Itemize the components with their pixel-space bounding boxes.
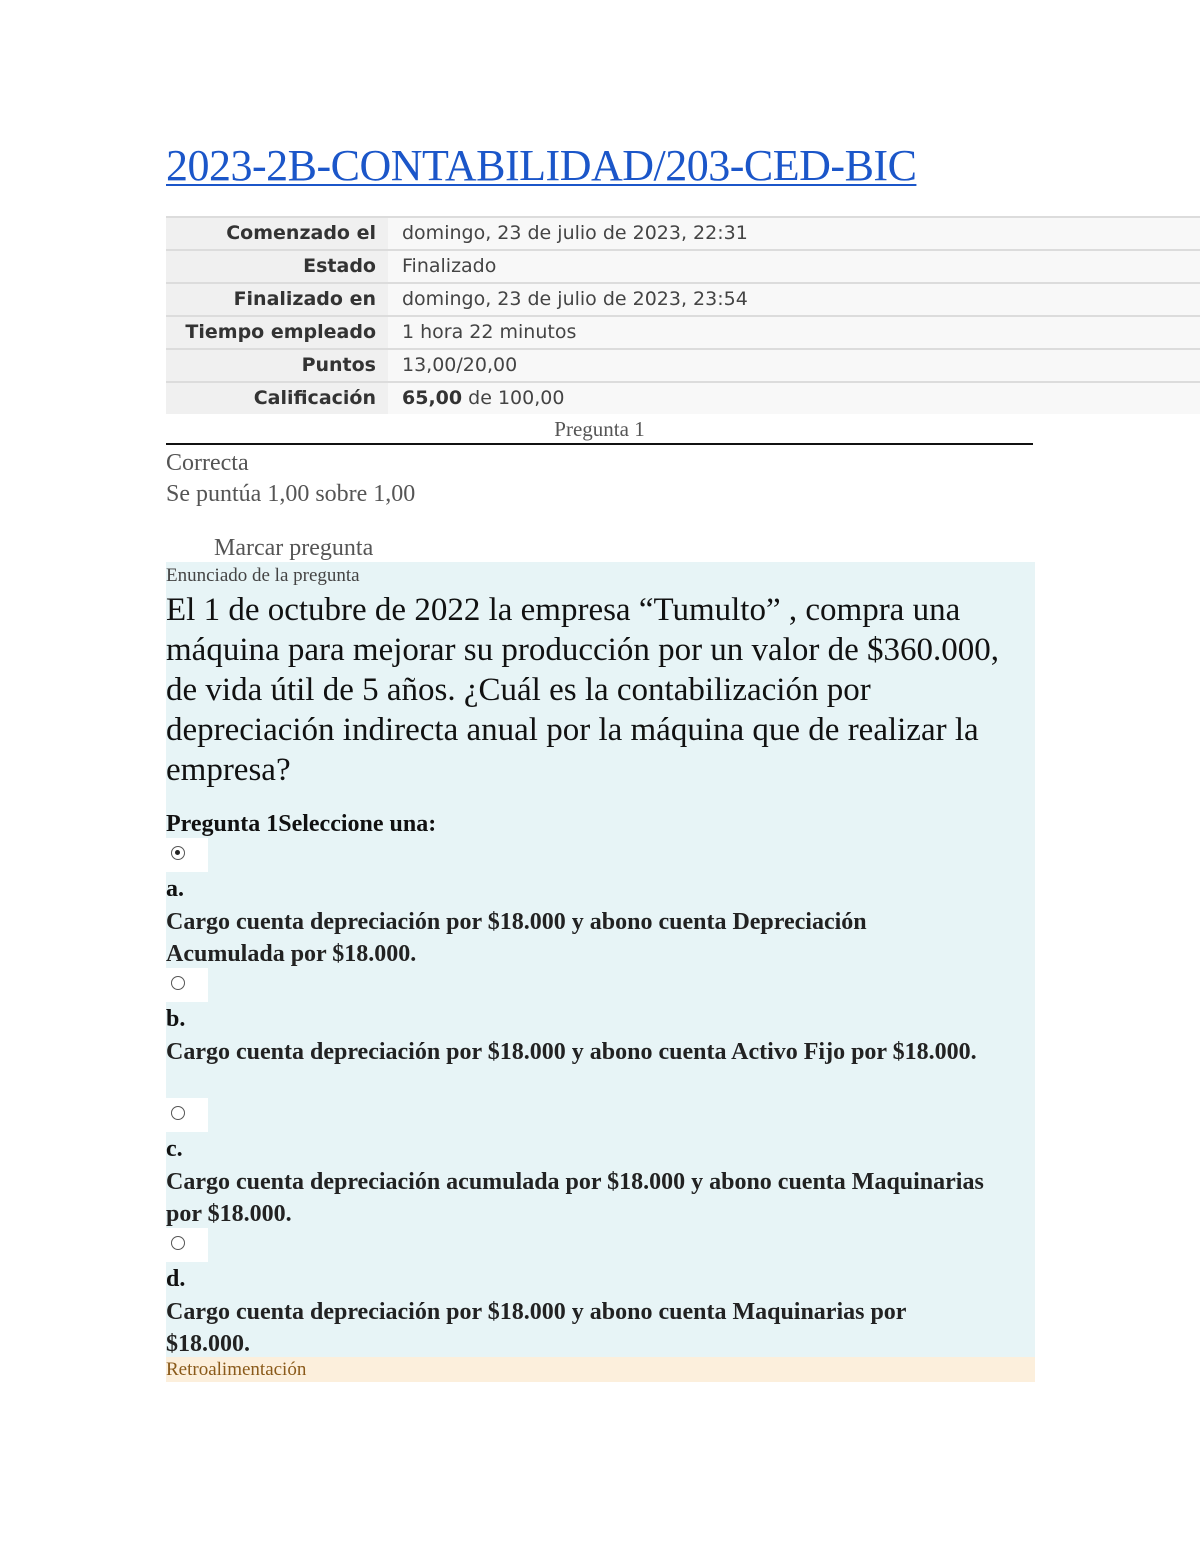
question-text: El 1 de octubre de 2022 la empresa “Tumulto” , compra una máquina para mejorar su producción por un valor de $360.000, de vida útil de 5 años. ¿Cuál es la contabilización por depreciación indirecta anual por la máquina que de realizar la empresa?: [166, 592, 1000, 788]
question-grade: Se puntúa 1,00 sobre 1,00: [166, 481, 416, 507]
grade-max: de 100,00: [462, 387, 565, 409]
option-b-radio-box[interactable]: [166, 968, 208, 1002]
option-letter: b.: [166, 1006, 186, 1032]
option-text[interactable]: Cargo cuenta depreciación por $18.000 y abono cuenta Depreciación Acumulada por $18.000.: [166, 909, 867, 967]
summary-value: domingo, 23 de julio de 2023, 22:31: [388, 218, 1200, 249]
summary-value: [388, 383, 1200, 414]
radio-icon[interactable]: [171, 1106, 185, 1120]
summary-row-finished: [166, 284, 1200, 317]
option-letter: a.: [166, 876, 184, 902]
summary-row-state: [166, 251, 1200, 284]
summary-label: Finalizado en: [166, 284, 388, 315]
question-state: Correcta: [166, 450, 249, 476]
course-title-link[interactable]: 2023-2B-CONTABILIDAD/203-CED-BIC: [166, 141, 917, 190]
summary-label: Comenzado el: [166, 218, 388, 249]
summary-value: domingo, 23 de julio de 2023, 23:54: [388, 284, 1200, 315]
question-divider: [166, 443, 1033, 445]
option-text[interactable]: Cargo cuenta depreciación acumulada por $18.000 y abono cuenta Maquinarias por $18.000.: [166, 1169, 984, 1227]
feedback-section: Retroalimentación: [166, 1357, 1035, 1382]
summary-label: Tiempo empleado: [166, 317, 388, 348]
option-d-radio-box[interactable]: [166, 1228, 208, 1262]
option-c-radio-box[interactable]: [166, 1098, 208, 1132]
summary-label: Puntos: [166, 350, 388, 381]
answer-prompt: Pregunta 1Seleccione una:: [166, 811, 437, 837]
radio-icon[interactable]: [171, 1236, 185, 1250]
attempt-summary-table: [166, 216, 1200, 414]
option-a-radio-box[interactable]: [166, 838, 208, 872]
flag-question-link[interactable]: Marcar pregunta: [214, 535, 374, 561]
question-number: Pregunta 1: [554, 417, 645, 441]
grade-value: 65,00: [402, 387, 463, 409]
summary-row-started: [166, 218, 1200, 251]
summary-row-points: [166, 350, 1200, 383]
summary-value: 13,00/20,00: [388, 350, 1200, 381]
summary-value: Finalizado: [388, 251, 1200, 282]
radio-selected-icon[interactable]: [171, 846, 185, 860]
option-letter: d.: [166, 1266, 186, 1292]
summary-value: 1 hora 22 minutos: [388, 317, 1200, 348]
option-text[interactable]: Cargo cuenta depreciación por $18.000 y abono cuenta Maquinarias por $18.000.: [166, 1299, 907, 1357]
radio-icon[interactable]: [171, 976, 185, 990]
summary-row-grade: [166, 383, 1200, 414]
summary-label: Estado: [166, 251, 388, 282]
statement-label: Enunciado de la pregunta: [166, 565, 360, 586]
summary-row-time: [166, 317, 1200, 350]
option-letter: c.: [166, 1136, 183, 1162]
option-text[interactable]: Cargo cuenta depreciación por $18.000 y abono cuenta Activo Fijo por $18.000.: [166, 1039, 977, 1065]
summary-label: Calificación: [166, 383, 388, 414]
